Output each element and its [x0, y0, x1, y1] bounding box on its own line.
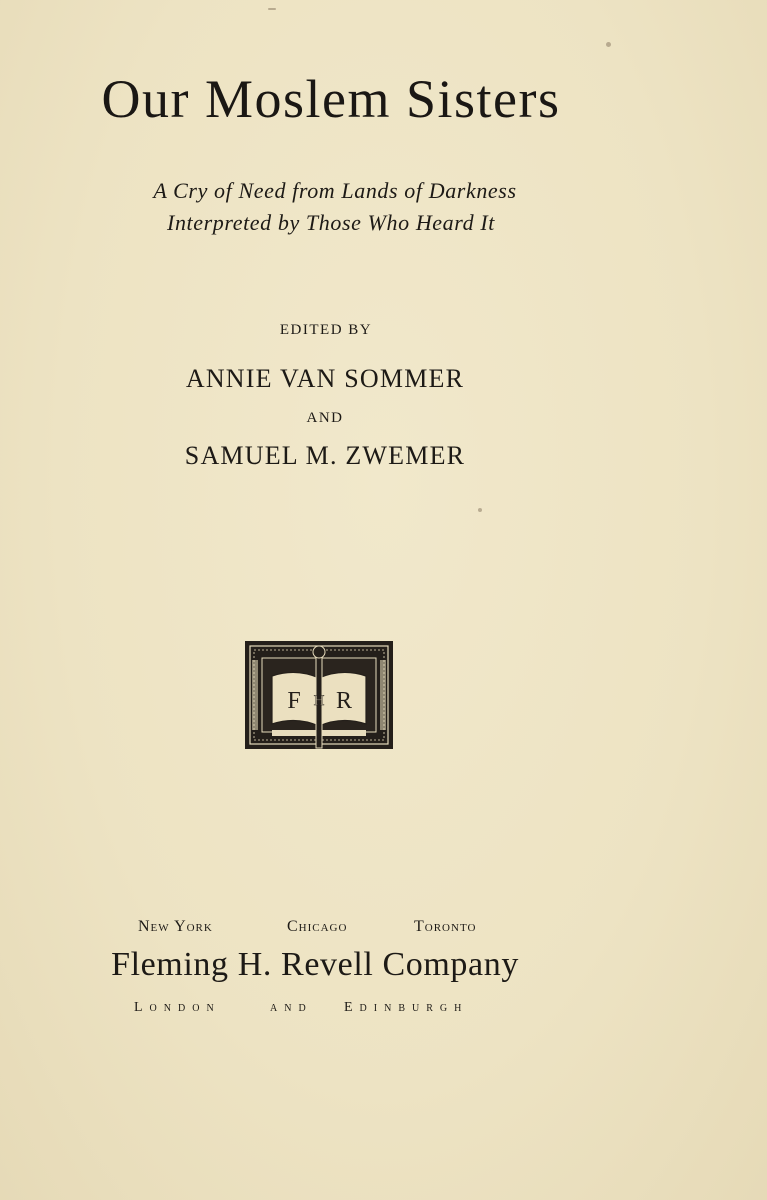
- city-chicago: Chicago: [287, 918, 348, 935]
- svg-text:R: R: [335, 688, 353, 714]
- book-title: Our Moslem Sisters: [101, 69, 561, 129]
- subtitle-line-2: Interpreted by Those Who Heard It: [167, 210, 495, 235]
- publisher-name: Fleming H. Revell Company: [111, 946, 519, 983]
- city-edinburgh: Edinburgh: [344, 1000, 469, 1015]
- paper-speck: [268, 8, 276, 10]
- city-london: London: [134, 1000, 221, 1015]
- editor-name-2: SAMUEL M. ZWEMER: [184, 441, 466, 470]
- paper-speck: [606, 42, 611, 47]
- and-connector: and: [270, 1000, 313, 1015]
- edited-by-label: EDITED BY: [279, 322, 373, 338]
- publisher-device-icon: [244, 638, 394, 752]
- svg-text:F: F: [287, 688, 301, 714]
- svg-text:H: H: [313, 693, 325, 709]
- editor-name-1: ANNIE VAN SOMMER: [185, 364, 465, 393]
- paper-speck: [478, 508, 482, 512]
- subtitle-line-1: A Cry of Need from Lands of Darkness: [153, 178, 517, 203]
- and-label: AND: [306, 410, 344, 426]
- city-toronto: Toronto: [414, 918, 477, 935]
- city-new-york: New York: [138, 918, 213, 935]
